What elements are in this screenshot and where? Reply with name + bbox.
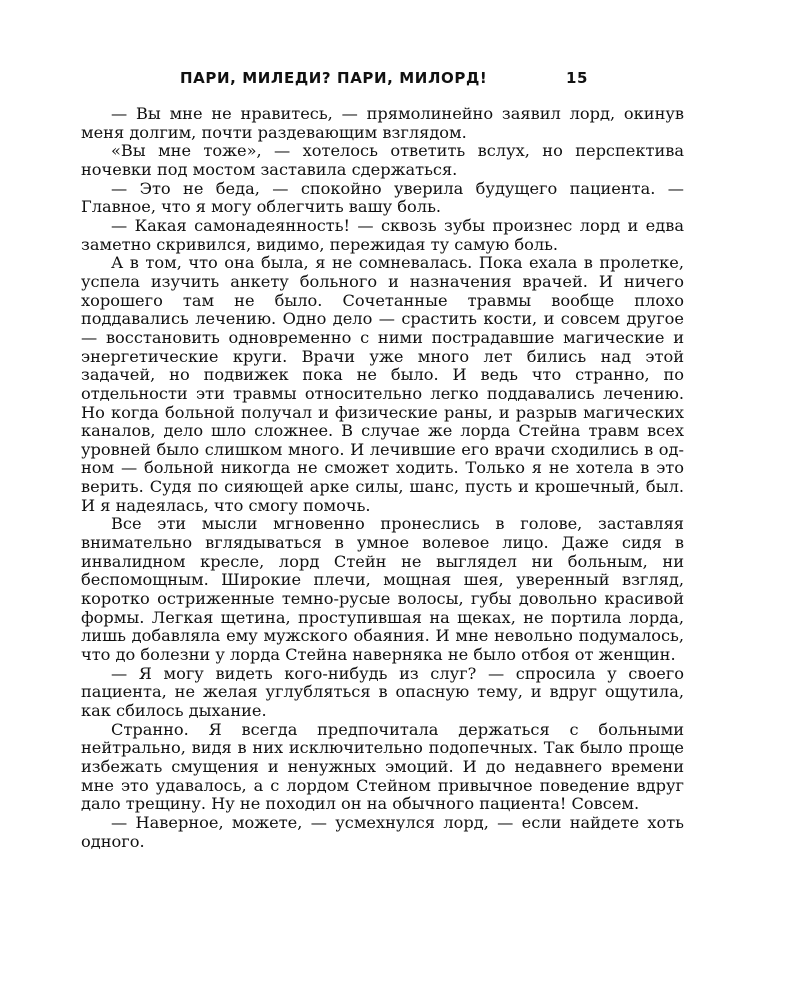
- body-text: [81, 105, 684, 851]
- running-title: ПАРИ, МИЛЕДИ? ПАРИ, МИЛОРД!: [180, 69, 488, 87]
- paragraph: — Наверное, можете, — усмехнулся лорд, — если найдете хоть одного.: [81, 812, 684, 851]
- paragraph: Все эти мысли мгновенно пронеслись в голове, заставляя внимательно вглядываться в умное волевое лицо. Даже сидя в инвалидном кресле, лорд Стейн не выглядел ни больным, ни беспомощным. Широкие плечи, мощная шея, уверенный взгляд, коротко остриженные темно-русые волосы, губы довольно красивой формы. Легкая щетина, проступившая на щеках, не портила лорда, лишь добавляла ему мужского обаяния. И мне невольно подумалось, что до болезни у лорда Стейна наверняка не было отбоя от женщин.: [81, 514, 684, 665]
- paragraph: — Я могу видеть кого-нибудь из слуг? — спросила у своего пациента, не желая углубляться в опасную тему, и вдруг ощутила, как сбилось дыхание.: [81, 663, 684, 720]
- paragraph: А в том, что она была, я не сомневалась. Пока ехала в пролетке, успела изучить анкету больного и назначения врачей. И ничего хорошего там не было. Сочетанные травмы вообще плохо поддавались лечению. Одно дело — срастить кости, и совсем другое — восстановить одновременно с ними пострадавшие магические и энергетические круги. Врачи уже много лет бились над этой задачей, но подвижек пока не было. И ведь что странно, по отдельности эти травмы относительно легко поддавались лечению. Но когда больной получал и физические раны, и разрыв магических каналов, дело шло сложнее. В случае же лорда Стейна травм всех уровней было слишком много. И лечившие его врачи сходились в одном — больной никогда не сможет ходить. Только я не хотела в это верить. Судя по сияющей арке силы, шанс, пусть и крошечный, был. И я надеялась, что смогу помочь.: [81, 253, 684, 515]
- paragraph: Странно. Я всегда предпочитала держаться с больными нейтрально, видя в них исключительно подопечных. Так было проще избежать смущения и ненужных эмоций. И до недавнего времени мне это удавалось, а с лордом Стейном привычное поведение вдруг дало трещину. Ну не походил он на обычного пациента! Совсем.: [81, 719, 684, 814]
- paragraph: — Какая самонадеянность! — сквозь зубы произнес лорд и едва заметно скривился, видимо, пережидая ту самую боль.: [81, 215, 684, 254]
- paragraph: — Это не беда, — спокойно уверила будущего пациента. — Главное, что я могу облегчить вашу боль.: [81, 178, 684, 217]
- paragraph: — Вы мне не нравитесь, — прямолинейно заявил лорд, окинув меня долгим, почти раздевающим взглядом.: [81, 104, 684, 142]
- running-head: [180, 69, 620, 89]
- paragraph: «Вы мне тоже», — хотелось ответить вслух, но перспектива ночевки под мостом заставила сдержаться.: [81, 141, 684, 179]
- page-number: 15: [566, 69, 589, 87]
